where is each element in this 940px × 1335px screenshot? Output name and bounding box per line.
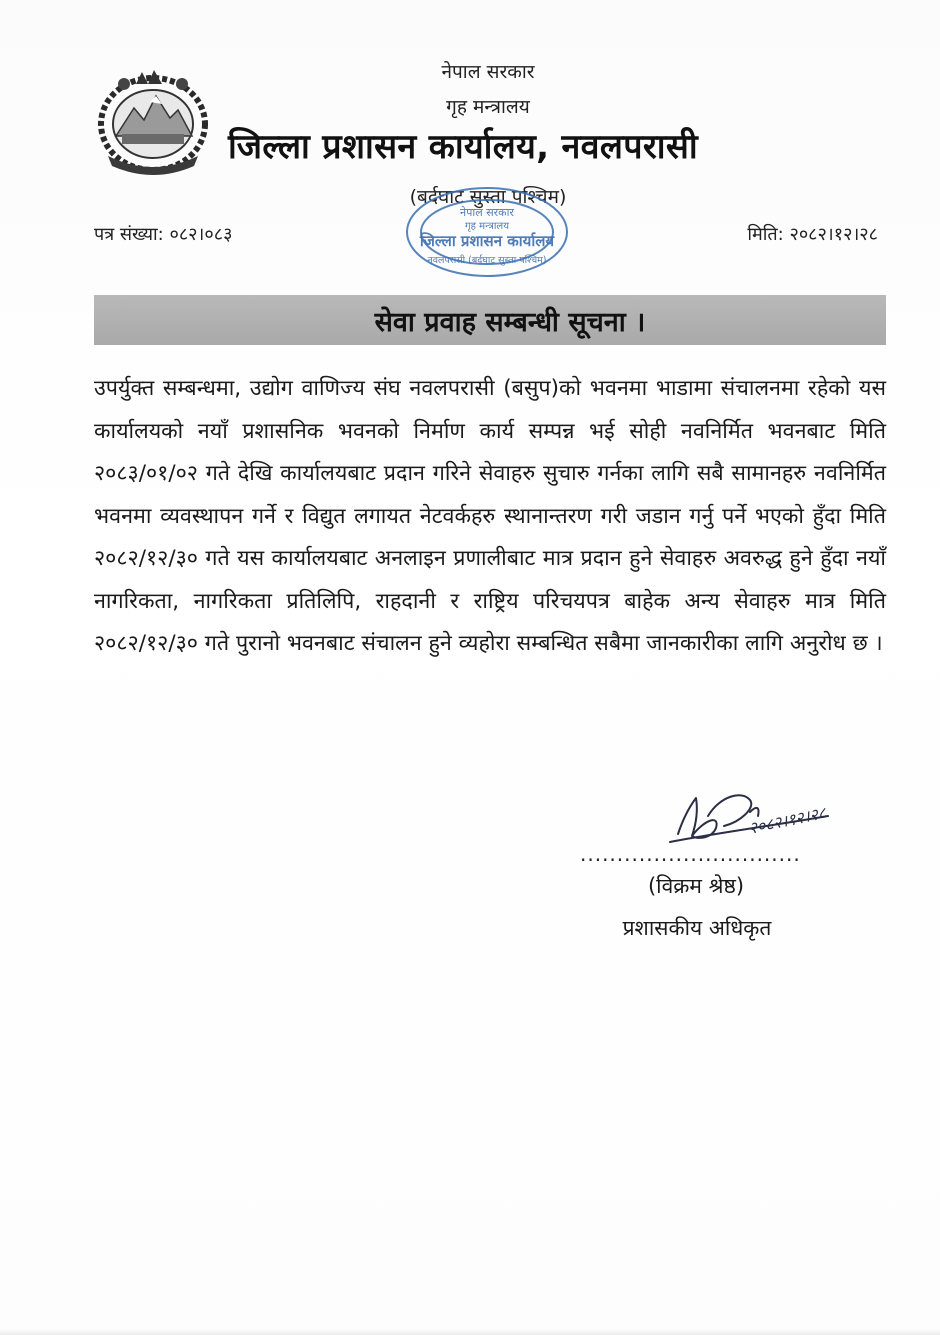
stamp-line-2: गृह मन्त्रालय xyxy=(464,221,510,232)
notice-title-band xyxy=(94,295,886,345)
letter-date: मिति: २०८२।१२।२८ xyxy=(747,224,878,245)
ministry-name: गृह मन्त्रालय xyxy=(446,96,530,118)
government-name: नेपाल सरकार xyxy=(441,61,535,83)
notice-title: सेवा प्रवाह सम्बन्धी सूचना । xyxy=(374,306,646,338)
letter-number: पत्र संख्या: ०८२।०८३ xyxy=(94,224,233,245)
signatory-name: (विक्रम श्रेष्ठ) xyxy=(647,874,745,898)
notice-body: उपर्युक्त सम्बन्धमा, उद्योग वाणिज्य संघ नवलपरासी (बसुप)को भवनमा भाडामा संचालनमा रहेको यस कार्यालयको नयाँ प्रशासनिक भवनको निर्माण कार्य सम्पन्न भई सोही नवनिर्मित भवनबाट मिति २०८३/०१/०२ गते देखि कार्यालयबाट प्रदान गरिने सेवाहरु सुचारु गर्नका लागि सबै सामानहरु नवनिर्मित भवनमा व्यवस्थापन गर्ने र विद्युत लगायत नेटवर्कहरु स्थानान्तरण गरी जडान गर्नु पर्ने भएको हुँदा मिति २०८२/१२/३० गते यस कार्यालयबाट अनलाइन प्रणालीबाट मात्र प्रदान हुने सेवाहरु अवरुद्ध हुने हुँदा नयाँ नागरिकता, नागरिकता प्रतिलिपि, राहदानी र राष्ट्रिय परिचयपत्र बाहेक अन्य सेवाहरु मात्र मिति २०८२/१२/३० गते पुरानो भवनबाट संचालन हुने व्यहोरा सम्बन्धित सबैमा जानकारीका लागि अनुरोध छ । xyxy=(94,376,887,656)
signature-line: .............................. xyxy=(580,842,801,866)
stamp-line-1: नेपाल सरकार xyxy=(460,206,514,219)
stamp-line-4: नवलपरासी (बर्दघाट सुस्ता पश्चिम) xyxy=(427,255,547,266)
signature-date: २०८२।१२।२८ xyxy=(746,802,828,838)
office-subtitle: (बर्दघाट सुस्ता पश्चिम) xyxy=(409,186,567,208)
stamp-line-3: जिल्ला प्रशासन कार्यालय xyxy=(419,232,555,250)
signatory-designation: प्रशासकीय अधिकृत xyxy=(622,916,772,940)
office-stamp xyxy=(398,176,576,280)
office-title: जिल्ला प्रशासन कार्यालय, नवलपरासी xyxy=(228,127,698,167)
page-edge xyxy=(0,1329,940,1335)
